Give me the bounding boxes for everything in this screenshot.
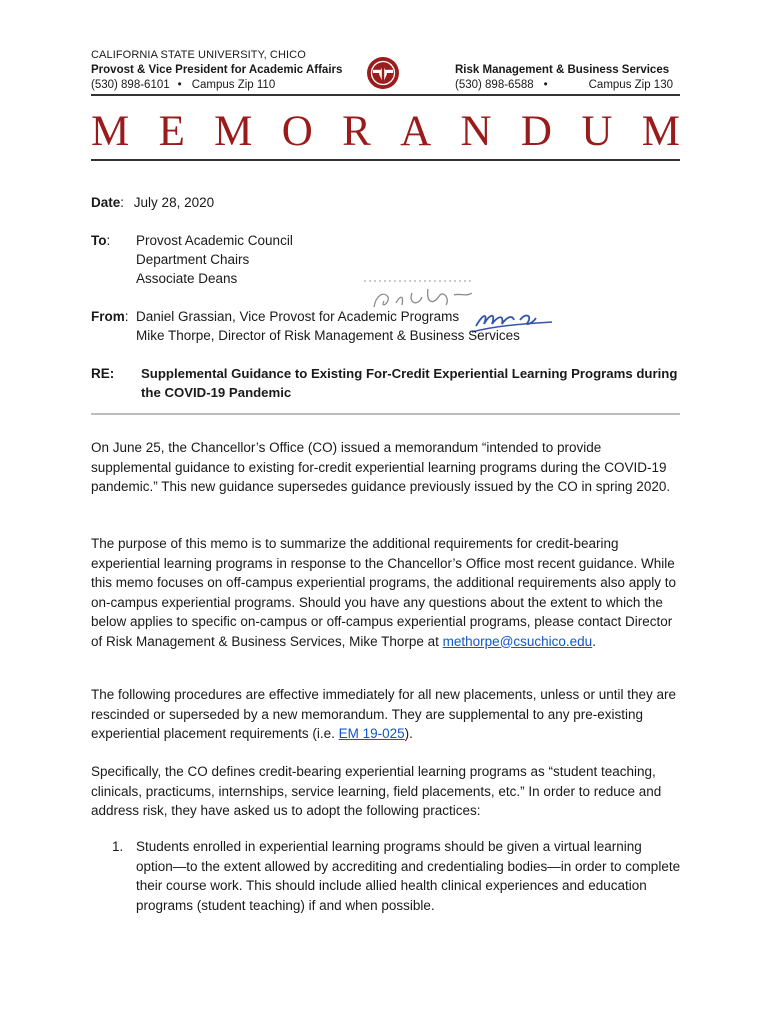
university-name: CALIFORNIA STATE UNIVERSITY, CHICO xyxy=(91,49,306,61)
paragraph-3-end: ). xyxy=(404,726,413,741)
to-recipients xyxy=(136,231,293,288)
title-letter: D xyxy=(520,108,552,155)
paragraph-1: On June 25, the Chancellor’s Office (CO) issued a memorandum “intended to provide supplemental guidance to existing for-credit experiential learning programs during the COVID-19 pandemic.” This new guidance supersedes guidance previously issued by the CO in spring 2020. xyxy=(91,440,671,494)
email-link[interactable]: methorpe@csuchico.edu xyxy=(442,633,593,649)
right-phone: (530) 898-6588 xyxy=(455,79,534,91)
to-label: To xyxy=(91,233,107,248)
right-separator: • xyxy=(543,79,548,91)
list-item-text: Students enrolled in experiential learning programs should be given a virtual learning option—to the extent allowed by accrediting and credentialing bodies—in order to complete their course work. This should include allied health clinical experiences and education programs (student teaching) if and when possible. xyxy=(136,839,681,913)
paragraph-4: Specifically, the CO defines credit-bearing experiential learning programs as “student teaching, clinicals, practicums, internships, service learning, field placements, etc.” In order to reduce and address risk, they have asked us to adopt the following practices: xyxy=(91,764,662,818)
from-senders xyxy=(136,307,520,345)
title-letter: M xyxy=(214,108,253,155)
date-value: July 28, 2020 xyxy=(133,195,215,210)
to-colon: : xyxy=(106,233,111,248)
re-subject: Supplemental Guidance to Existing For-Credit Experiential Learning Programs during the COVID-19 Pandemic xyxy=(141,366,678,400)
sender: Mike Thorpe, Director of Risk Management & Business Services xyxy=(136,328,520,343)
recipient: Provost Academic Council xyxy=(136,233,293,248)
title-letter: E xyxy=(158,108,185,155)
paragraph-3 xyxy=(91,685,683,744)
letterhead-left xyxy=(91,48,342,93)
left-phone: (530) 898-6101 xyxy=(91,79,170,91)
em-19-025-link[interactable]: EM 19-025 xyxy=(338,726,405,741)
paragraph-2-end: . xyxy=(592,633,596,649)
left-office-name: Provost & Vice President for Academic Affairs xyxy=(91,64,343,76)
letterhead-right xyxy=(455,63,673,93)
title-letter: N xyxy=(460,108,492,155)
date-line xyxy=(91,193,214,212)
paragraph-3-text: The following procedures are effective immediately for all new placements, unless or until they are rescinded or superseded by a new memorandum. They are supplemental to any pre-existing experiential placement requirements (i.e. xyxy=(91,687,677,741)
from-colon: : xyxy=(124,309,129,324)
right-contact-line xyxy=(455,78,673,93)
title-letter: R xyxy=(342,108,371,155)
title-letter: M xyxy=(91,108,130,155)
left-separator: • xyxy=(177,79,182,91)
paragraph-2-text: The purpose of this memo is to summarize the additional requirements for credit-bearing experiential learning programs in response to the Chancellor’s Office most recent guidance. While this memo focuses on off-campus experiential programs, the additional requirements also apply to on-campus experiential programs. Should you have any questions about the extent to which the below applies to specific on-campus or off-campus experiential programs, please contact Director of Risk Management & Business Services, Mike Thorpe at xyxy=(91,536,677,649)
title-letter: M xyxy=(641,108,680,155)
from-label-wrap xyxy=(91,307,129,326)
list-item-number: 1. xyxy=(112,839,124,854)
left-zip: Campus Zip 110 xyxy=(191,79,276,91)
to-label-wrap xyxy=(91,231,110,250)
title-letter: U xyxy=(581,108,613,155)
title-letter: A xyxy=(400,108,432,155)
re-label-wrap xyxy=(91,364,114,383)
from-label: From xyxy=(91,309,125,324)
sender: Daniel Grassian, Vice Provost for Academic Programs xyxy=(136,309,460,324)
date-colon: : xyxy=(120,195,125,210)
recipient: Department Chairs xyxy=(136,252,250,267)
right-office-name: Risk Management & Business Services xyxy=(455,64,670,76)
recipient: Associate Deans xyxy=(136,271,238,286)
university-seal-icon xyxy=(366,56,400,90)
memo-title xyxy=(91,107,680,157)
date-label: Date xyxy=(91,195,121,210)
header-divider xyxy=(91,413,680,415)
left-contact-line xyxy=(91,78,342,93)
title-letter: O xyxy=(281,108,313,155)
paragraph-2 xyxy=(91,534,683,651)
title-divider xyxy=(91,159,680,161)
right-zip: Campus Zip 130 xyxy=(588,79,673,91)
re-label: RE: xyxy=(91,366,115,381)
letterhead-divider xyxy=(91,94,680,96)
